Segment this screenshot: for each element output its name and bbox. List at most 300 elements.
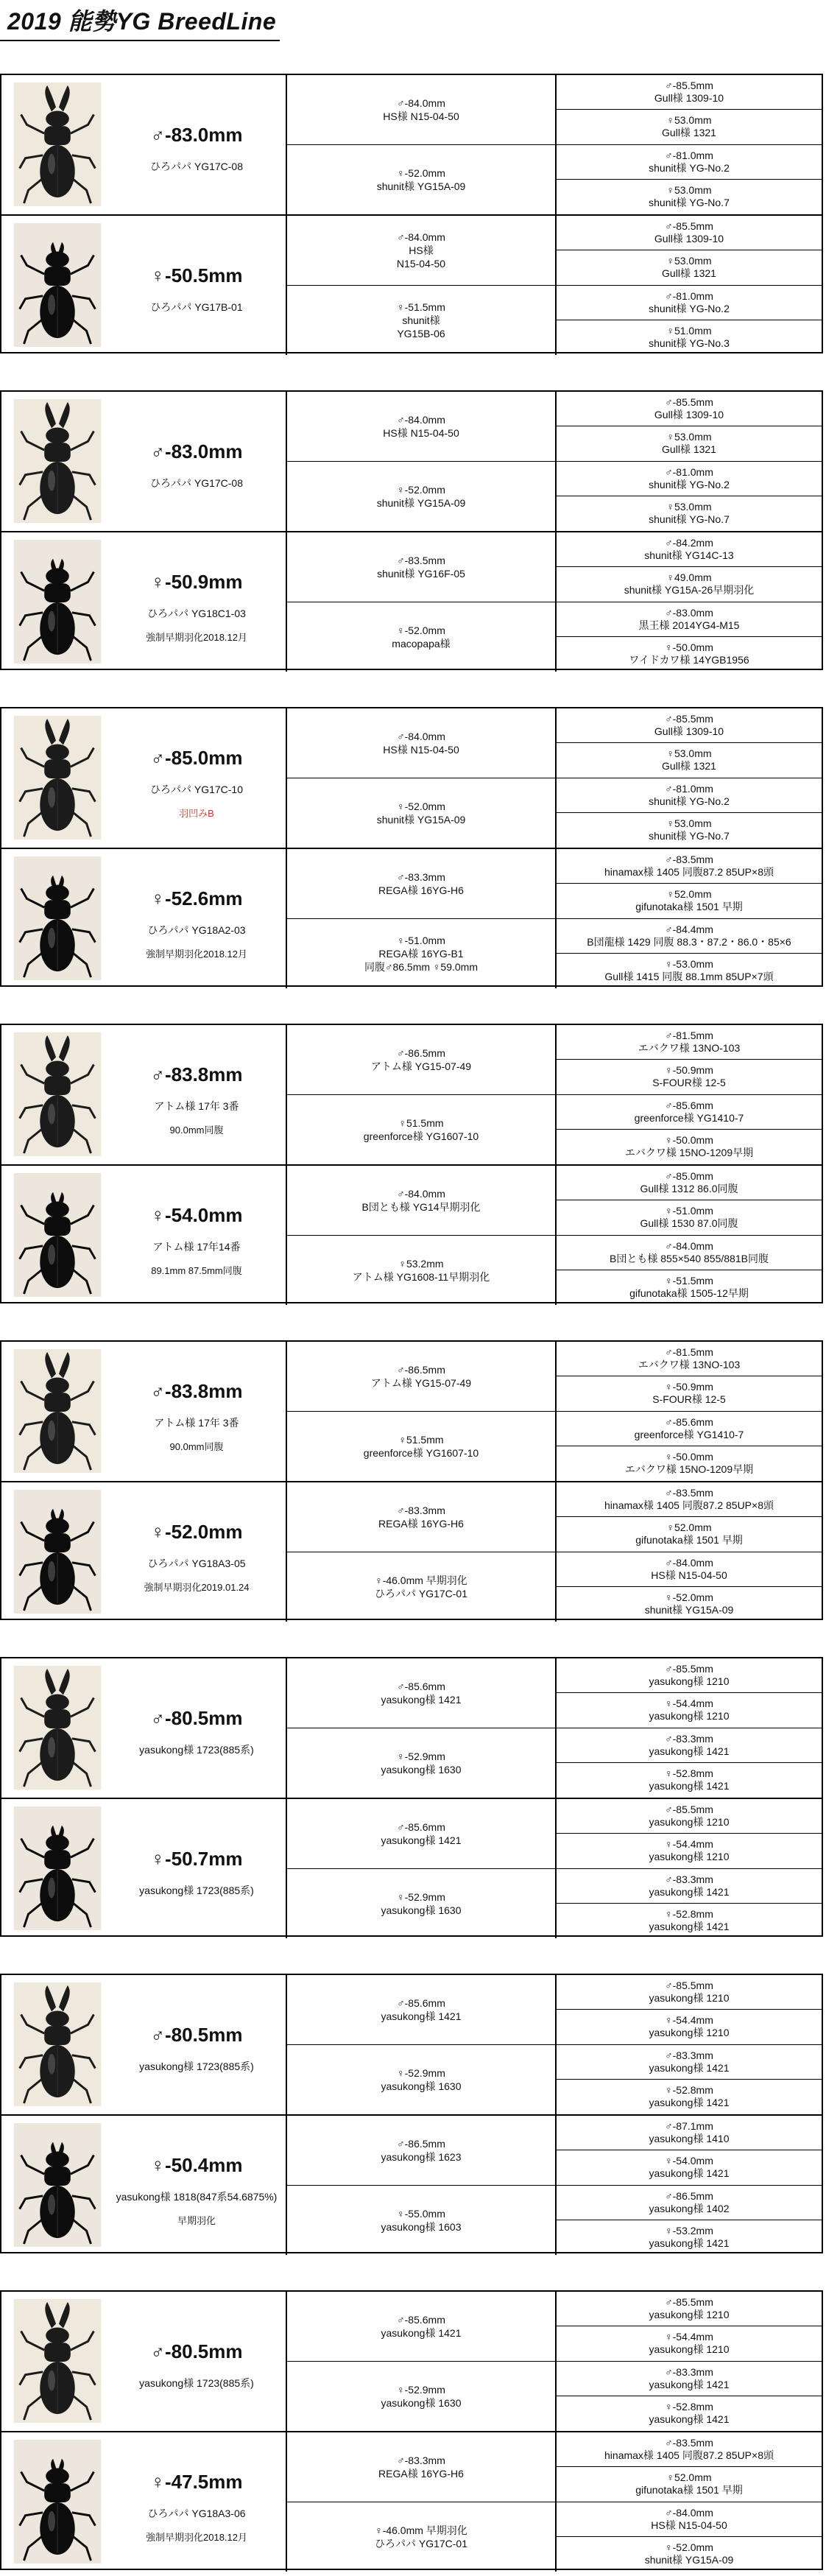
grandparent-cell	[557, 1200, 822, 1235]
sire-cell	[287, 1166, 555, 1236]
grandparent-breeder: yasukong様 1421	[649, 1885, 730, 1898]
male-parents	[287, 75, 557, 214]
female-individual	[1, 216, 287, 355]
grandparent-cell	[557, 532, 822, 567]
parent-breeder: yasukong様 1421	[381, 1693, 462, 1706]
grandparent-breeder: 黒王様 2014YG4-M15	[638, 619, 740, 631]
male-size: ♂-83.8mm	[150, 1063, 243, 1085]
grandparent-breeder: yasukong様 1421	[649, 2378, 730, 2390]
grandparent-size: ♂-83.5mm	[665, 1487, 713, 1499]
parent-size: ♀-51.0mm	[397, 934, 445, 946]
parent-breeder: REGA様 16YG-H6	[378, 1517, 464, 1530]
grandparent-cell	[557, 1693, 822, 1728]
female-lineage: yasukong様 1818(847系54.6875%)	[116, 2191, 278, 2203]
grandparent-breeder: Gull様 1530 87.0同腹	[640, 1217, 738, 1230]
parent-breeder: shunit様	[402, 314, 440, 326]
grandparent-breeder: gifunotaka様 1501 早期	[635, 901, 743, 913]
parent-size: ♀-52.0mm	[397, 166, 445, 179]
grandparent-cell	[557, 1728, 822, 1763]
grandparent-cell	[557, 462, 822, 496]
parent-size: ♂-86.5mm	[397, 1046, 445, 1059]
parent-breeder: yasukong様 1421	[381, 2010, 462, 2022]
grandparent-breeder: yasukong様 1210	[649, 1710, 730, 1722]
grandparent-cell	[557, 2362, 822, 2396]
sire-cell	[287, 849, 555, 919]
parent-breeder: shunit様 YG15A-09	[376, 180, 466, 192]
parent-size: ♀-52.0mm	[397, 624, 445, 636]
grandparent-size: ♀-54.4mm	[665, 2331, 713, 2343]
dam-cell	[287, 145, 555, 215]
grandparent-cell	[557, 1130, 822, 1164]
grandparent-size: ♀-52.0mm	[665, 2541, 713, 2554]
grandparent-cell	[557, 2292, 822, 2326]
male-individual	[1, 1025, 287, 1164]
parent-size: ♀-52.0mm	[397, 800, 445, 812]
grandparent-breeder: S-FOUR様 12-5	[652, 1393, 726, 1406]
female-grandparents	[557, 1799, 822, 1938]
parent-size: ♀51.5mm	[398, 1433, 444, 1446]
parent-size: ♂-85.6mm	[397, 1820, 445, 1833]
grandparent-size: ♀-50.9mm	[665, 1064, 713, 1077]
breed-pair-group	[0, 1657, 823, 1937]
grandparent-cell	[557, 1412, 822, 1446]
female-size: ♀-50.7mm	[150, 1848, 243, 1870]
grandparent-cell	[557, 778, 822, 813]
parent-breeder: REGA様 16YG-B1	[378, 947, 464, 960]
dam-cell	[287, 462, 555, 532]
male-row	[1, 1975, 822, 2114]
male-individual	[1, 1658, 287, 1798]
grandparent-cell	[557, 1025, 822, 1060]
female-note: 89.1mm 87.5mm同腹	[151, 1265, 242, 1276]
grandparent-breeder: gifunotaka様 1501 早期	[635, 2484, 743, 2496]
parent-size: ♀53.2mm	[398, 1257, 444, 1270]
parent-breeder: ひろパパ YG17C-01	[374, 2537, 468, 2549]
grandparent-size: ♂-86.5mm	[665, 2189, 713, 2202]
parent-breeder: shunit様 YG15A-09	[376, 813, 466, 826]
grandparent-size: ♂-85.0mm	[665, 1170, 713, 1183]
grandparent-breeder: shunit様 YG15A-09	[644, 2554, 734, 2566]
female-size: ♀-52.0mm	[150, 1521, 243, 1543]
grandparent-size: ♂-83.3mm	[665, 2365, 713, 2378]
sire-cell	[287, 1342, 555, 1412]
grandparent-cell	[557, 392, 822, 426]
grandparent-breeder: yasukong様 1421	[649, 1780, 730, 1792]
grandparent-size: ♀-54.0mm	[665, 2155, 713, 2167]
male-grandparents	[557, 2292, 822, 2431]
female-row	[1, 1799, 822, 1938]
grandparent-size: ♀53.0mm	[666, 431, 712, 443]
male-size: ♂-83.0mm	[150, 124, 243, 146]
grandparent-breeder: Gull様 1309-10	[654, 233, 724, 245]
male-note: 90.0mm同腹	[169, 1441, 224, 1452]
grandparent-size: ♀-52.8mm	[665, 1908, 713, 1921]
dam-cell	[287, 1095, 555, 1165]
parent-breeder: yasukong様 1603	[381, 2220, 462, 2233]
grandparent-size: ♂-81.5mm	[665, 1030, 713, 1042]
female-row	[1, 849, 822, 988]
grandparent-size: ♂-85.5mm	[665, 80, 713, 92]
male-individual	[1, 2292, 287, 2431]
grandparent-cell	[557, 1799, 822, 1834]
grandparent-breeder: エバクワ様 15NO-1209早期	[624, 1463, 754, 1476]
grandparent-cell	[557, 602, 822, 637]
dam-cell	[287, 1412, 555, 1482]
male-defect-note: 羽凹みB	[179, 808, 214, 819]
male-beetle-photo	[13, 1349, 102, 1473]
page-title: 2019 能勢YG BreedLine	[7, 8, 277, 35]
male-beetle-photo	[13, 1666, 102, 1790]
grandparent-cell	[557, 1658, 822, 1693]
female-size: ♀-52.6mm	[150, 887, 243, 909]
male-lineage: yasukong様 1723(885系)	[139, 1744, 254, 1756]
female-lineage: ひろパパ YG18A3-05	[147, 1558, 246, 1569]
female-row	[1, 2116, 822, 2255]
parent-size: ♂-86.5mm	[397, 2137, 445, 2150]
grandparent-cell	[557, 567, 822, 602]
female-parents	[287, 2432, 557, 2572]
grandparent-breeder: hinamax様 1405 同腹87.2 85UP×8頭	[604, 2449, 774, 2462]
male-beetle-photo	[13, 1032, 102, 1156]
grandparent-cell	[557, 2396, 822, 2431]
grandparent-size: ♂-81.5mm	[665, 1346, 713, 1359]
grandparent-size: ♂-81.0mm	[665, 465, 713, 478]
grandparent-cell	[557, 2432, 822, 2467]
male-individual	[1, 1342, 287, 1481]
grandparent-cell	[557, 1342, 822, 1376]
parent-breeder: shunit様 YG16F-05	[377, 567, 465, 580]
grandparent-size: ♂-85.5mm	[665, 1663, 713, 1675]
parent-breeder: アトム様 YG15-07-49	[370, 1376, 472, 1389]
grandparent-size: ♂-85.5mm	[665, 713, 713, 725]
grandparent-breeder: yasukong様 1210	[649, 1851, 730, 1863]
female-grandparents	[557, 2116, 822, 2255]
grandparent-cell	[557, 496, 822, 531]
grandparent-size: ♂-85.6mm	[665, 1099, 713, 1111]
male-lineage: yasukong様 1723(885系)	[139, 2061, 254, 2072]
parent-breeder: greenforce様 YG1607-10	[363, 1446, 479, 1459]
grandparent-cell	[557, 708, 822, 743]
female-size: ♀-47.5mm	[150, 2471, 243, 2493]
grandparent-breeder: shunit様 YG-No.7	[649, 197, 730, 209]
grandparent-cell	[557, 637, 822, 672]
female-grandparents	[557, 532, 822, 672]
parent-breeder: REGA様 16YG-H6	[378, 2467, 464, 2480]
grandparent-size: ♀-52.0mm	[665, 1591, 713, 1604]
male-beetle-photo	[13, 399, 102, 523]
parent-breeder: REGA様 16YG-H6	[378, 884, 464, 896]
breed-pair-group	[0, 390, 823, 670]
grandparent-cell	[557, 2502, 822, 2537]
dam-cell	[287, 778, 555, 848]
male-row	[1, 75, 822, 214]
grandparent-size: ♂-81.0mm	[665, 782, 713, 795]
grandparent-breeder: yasukong様 1421	[649, 1745, 730, 1757]
male-grandparents	[557, 75, 822, 214]
parent-size: ♂-85.6mm	[397, 1996, 445, 2009]
male-grandparents	[557, 392, 822, 531]
grandparent-size: ♂-81.0mm	[665, 289, 713, 302]
dam-cell	[287, 2502, 555, 2572]
grandparent-cell	[557, 1869, 822, 1904]
grandparent-size: ♀-51.5mm	[665, 1275, 713, 1287]
grandparent-breeder: yasukong様 1210	[649, 1675, 730, 1688]
grandparent-cell	[557, 743, 822, 778]
grandparent-size: ♂-83.3mm	[665, 2049, 713, 2061]
parent-size: ♀-52.9mm	[397, 1750, 445, 1762]
sire-cell	[287, 392, 555, 462]
grandparent-size: ♂-83.5mm	[665, 854, 713, 866]
grandparent-size: ♀53.0mm	[666, 817, 712, 830]
male-size: ♂-80.5mm	[150, 1707, 243, 1729]
grandparent-breeder: エバクワ様 13NO-103	[638, 1359, 741, 1371]
female-beetle-photo	[13, 2440, 102, 2563]
male-grandparents	[557, 1342, 822, 1481]
dam-cell	[287, 1236, 555, 1306]
male-size: ♂-85.0mm	[150, 747, 243, 769]
grandparent-size: ♀53.0mm	[666, 501, 712, 513]
grandparent-cell	[557, 2537, 822, 2572]
breed-pair-group	[0, 1340, 823, 1620]
grandparent-cell	[557, 1446, 822, 1481]
grandparent-size: ♀53.0mm	[666, 184, 712, 197]
grandparent-cell	[557, 75, 822, 110]
female-size: ♀-54.0mm	[150, 1204, 243, 1226]
grandparent-breeder: hinamax様 1405 同腹87.2 85UP×8頭	[604, 1499, 774, 1512]
female-parents	[287, 1799, 557, 1938]
male-individual	[1, 1975, 287, 2114]
grandparent-size: ♀-54.4mm	[665, 1838, 713, 1851]
parent-size: ♂-83.3mm	[397, 2454, 445, 2466]
parent-size: ♂-83.3mm	[397, 1504, 445, 1516]
female-parents	[287, 1166, 557, 1305]
female-note: 強制早期羽化2019.01.24	[144, 1582, 250, 1593]
grandparent-breeder: エバクワ様 15NO-1209早期	[624, 1147, 754, 1159]
grandparent-breeder: ワイドカワ様 14YGB1956	[629, 654, 749, 666]
grandparent-cell	[557, 2045, 822, 2080]
female-row	[1, 216, 822, 355]
grandparent-breeder: shunit様 YG-No.7	[649, 513, 730, 526]
parent-size: ♂-85.6mm	[397, 2313, 445, 2326]
sire-cell	[287, 1658, 555, 1728]
female-beetle-photo	[13, 540, 102, 664]
sire-cell	[287, 1799, 555, 1869]
grandparent-breeder: B団とも様 855×540 855/881B同腹	[610, 1252, 769, 1264]
grandparent-size: ♂-84.0mm	[665, 2506, 713, 2519]
dam-cell	[287, 919, 555, 989]
grandparent-cell	[557, 1834, 822, 1868]
grandparent-cell	[557, 1482, 822, 1517]
sire-cell	[287, 2116, 555, 2186]
grandparent-cell	[557, 1095, 822, 1130]
grandparent-breeder: gifunotaka様 1505-12早期	[629, 1287, 749, 1300]
female-grandparents	[557, 216, 822, 355]
grandparent-breeder: Gull様 1309-10	[654, 409, 724, 421]
breed-pair-group	[0, 1974, 823, 2253]
dam-cell	[287, 2186, 555, 2256]
grandparent-size: ♂-87.1mm	[665, 2120, 713, 2133]
grandparent-size: ♂-84.2mm	[665, 537, 713, 549]
dam-cell	[287, 602, 555, 672]
female-row	[1, 1482, 822, 1622]
grandparent-breeder: yasukong様 1421	[649, 2167, 730, 2180]
grandparent-size: ♀53.0mm	[666, 747, 712, 760]
female-row	[1, 2432, 822, 2572]
parent-size: ♀-55.0mm	[397, 2207, 445, 2220]
parent-breeder: yasukong様 1623	[381, 2150, 462, 2163]
grandparent-size: ♀-52.8mm	[665, 2084, 713, 2097]
grandparent-breeder: B団龍様 1429 同腹 88.3・87.2・86.0・85×6	[587, 935, 791, 948]
grandparent-cell	[557, 110, 822, 144]
parent-size: ♂-84.0mm	[397, 730, 445, 742]
female-individual	[1, 849, 287, 988]
parent-breeder: N15-04-50	[396, 257, 446, 270]
female-note: 早期羽化	[177, 2215, 216, 2226]
male-size: ♂-80.5mm	[150, 2024, 243, 2046]
grandparent-cell	[557, 1763, 822, 1798]
dam-cell	[287, 1869, 555, 1939]
parent-breeder: HS様	[409, 244, 434, 256]
grandparent-cell	[557, 1517, 822, 1552]
grandparent-breeder: HS様 N15-04-50	[651, 2519, 727, 2531]
male-row	[1, 1342, 822, 1481]
grandparent-cell	[557, 250, 822, 285]
grandparent-cell	[557, 1552, 822, 1587]
grandparent-size: ♂-84.4mm	[665, 923, 713, 935]
female-lineage: yasukong様 1723(885系)	[139, 1885, 254, 1896]
male-row	[1, 2292, 822, 2431]
parent-size: ♀-46.0mm 早期羽化	[375, 2524, 467, 2536]
female-size: ♀-50.4mm	[150, 2154, 243, 2176]
female-individual	[1, 2432, 287, 2572]
grandparent-breeder: Gull様 1321	[662, 127, 716, 139]
grandparent-breeder: shunit様 YG15A-09	[644, 1604, 734, 1616]
male-parents	[287, 1342, 557, 1481]
female-individual	[1, 2116, 287, 2255]
dam-cell	[287, 1552, 555, 1622]
parent-size: ♂-86.5mm	[397, 1363, 445, 1376]
grandparent-breeder: shunit様 YG14C-13	[644, 549, 734, 562]
female-lineage: ひろパパ YG18A2-03	[147, 924, 246, 936]
dam-cell	[287, 2362, 555, 2432]
sire-cell	[287, 532, 555, 602]
grandparent-breeder: Gull様 1312 86.0同腹	[640, 1183, 738, 1195]
grandparent-breeder: shunit様 YG-No.7	[649, 830, 730, 842]
grandparent-size: ♀-53.2mm	[665, 2225, 713, 2237]
female-parents	[287, 2116, 557, 2255]
grandparent-breeder: Gull様 1321	[662, 267, 716, 280]
dam-cell	[287, 2045, 555, 2115]
grandparent-breeder: エバクワ様 13NO-103	[638, 1042, 741, 1055]
parent-breeder: yasukong様 1630	[381, 2396, 462, 2409]
parent-breeder: HS様 N15-04-50	[383, 743, 459, 756]
grandparent-breeder: yasukong様 1402	[649, 2202, 730, 2214]
sire-cell	[287, 1482, 555, 1552]
male-lineage: アトム様 17年 3番	[154, 1100, 239, 1112]
parent-breeder: yasukong様 1630	[381, 2080, 462, 2092]
grandparent-cell	[557, 180, 822, 214]
female-lineage: ひろパパ YG18A3-06	[147, 2508, 246, 2519]
grandparent-cell	[557, 2010, 822, 2044]
grandparent-size: ♀-53.0mm	[665, 958, 713, 971]
female-parents	[287, 1482, 557, 1622]
parent-breeder: アトム様 YG15-07-49	[370, 1060, 472, 1072]
female-parents	[287, 216, 557, 355]
male-parents	[287, 1658, 557, 1798]
parent-size: ♀-52.9mm	[397, 2066, 445, 2079]
male-parents	[287, 2292, 557, 2431]
grandparent-size: ♀53.0mm	[666, 114, 712, 127]
male-size: ♂-83.0mm	[150, 440, 243, 462]
male-lineage: ひろパパ YG17C-08	[149, 477, 244, 489]
grandparent-size: ♀52.0mm	[666, 888, 712, 901]
female-grandparents	[557, 2432, 822, 2572]
grandparent-breeder: shunit様 YG-No.2	[649, 161, 730, 174]
male-grandparents	[557, 1025, 822, 1164]
grandparent-cell	[557, 286, 822, 320]
female-note: 強制早期羽化2018.12月	[146, 949, 247, 960]
grandparent-cell	[557, 1270, 822, 1305]
female-beetle-photo	[13, 1173, 102, 1297]
male-size: ♂-83.8mm	[150, 1380, 243, 1402]
male-beetle-photo	[13, 716, 102, 840]
male-parents	[287, 708, 557, 848]
parent-breeder: B団とも様 YG14早期羽化	[361, 1200, 481, 1213]
grandparent-cell	[557, 1166, 822, 1200]
parent-size: ♂-84.0mm	[397, 96, 445, 109]
grandparent-cell	[557, 2220, 822, 2255]
grandparent-breeder: yasukong様 1210	[649, 1816, 730, 1829]
female-note: 強制早期羽化2018.12月	[146, 632, 247, 643]
parent-size: ♂-83.3mm	[397, 870, 445, 883]
male-individual	[1, 708, 287, 848]
dam-cell	[287, 286, 555, 356]
grandparent-size: ♂-85.5mm	[665, 220, 713, 233]
grandparent-size: ♂-85.5mm	[665, 1979, 713, 1992]
female-beetle-photo	[13, 223, 102, 347]
grandparent-size: ♂-84.0mm	[665, 1556, 713, 1569]
female-beetle-photo	[13, 1490, 102, 1613]
title-underline	[0, 40, 280, 41]
grandparent-size: ♀53.0mm	[666, 255, 712, 267]
grandparent-size: ♂-83.3mm	[665, 1873, 713, 1885]
parent-breeder: yasukong様 1421	[381, 1834, 462, 1846]
male-row	[1, 1658, 822, 1798]
parent-size: ♂-84.0mm	[397, 1187, 445, 1200]
grandparent-breeder: shunit様 YG-No.2	[649, 795, 730, 807]
grandparent-size: ♂-85.6mm	[665, 1415, 713, 1428]
female-size: ♀-50.9mm	[150, 571, 243, 593]
grandparent-cell	[557, 1975, 822, 2010]
male-row	[1, 392, 822, 531]
grandparent-size: ♀-54.4mm	[665, 2014, 713, 2027]
parent-size: ♀-52.0mm	[397, 483, 445, 496]
female-parents	[287, 849, 557, 988]
grandparent-size: ♂-83.5mm	[665, 2437, 713, 2449]
female-individual	[1, 532, 287, 672]
grandparent-breeder: HS様 N15-04-50	[651, 1569, 727, 1581]
grandparent-size: ♀51.0mm	[666, 325, 712, 337]
grandparent-size: ♂-84.0mm	[665, 1239, 713, 1252]
male-grandparents	[557, 1658, 822, 1798]
grandparent-cell	[557, 145, 822, 180]
parent-breeder: shunit様 YG15A-09	[376, 496, 466, 509]
female-size: ♀-50.5mm	[150, 264, 243, 286]
sire-cell	[287, 75, 555, 145]
male-note: 90.0mm同腹	[169, 1125, 224, 1136]
grandparent-breeder: gifunotaka様 1501 早期	[635, 1534, 743, 1546]
female-parents	[287, 532, 557, 672]
